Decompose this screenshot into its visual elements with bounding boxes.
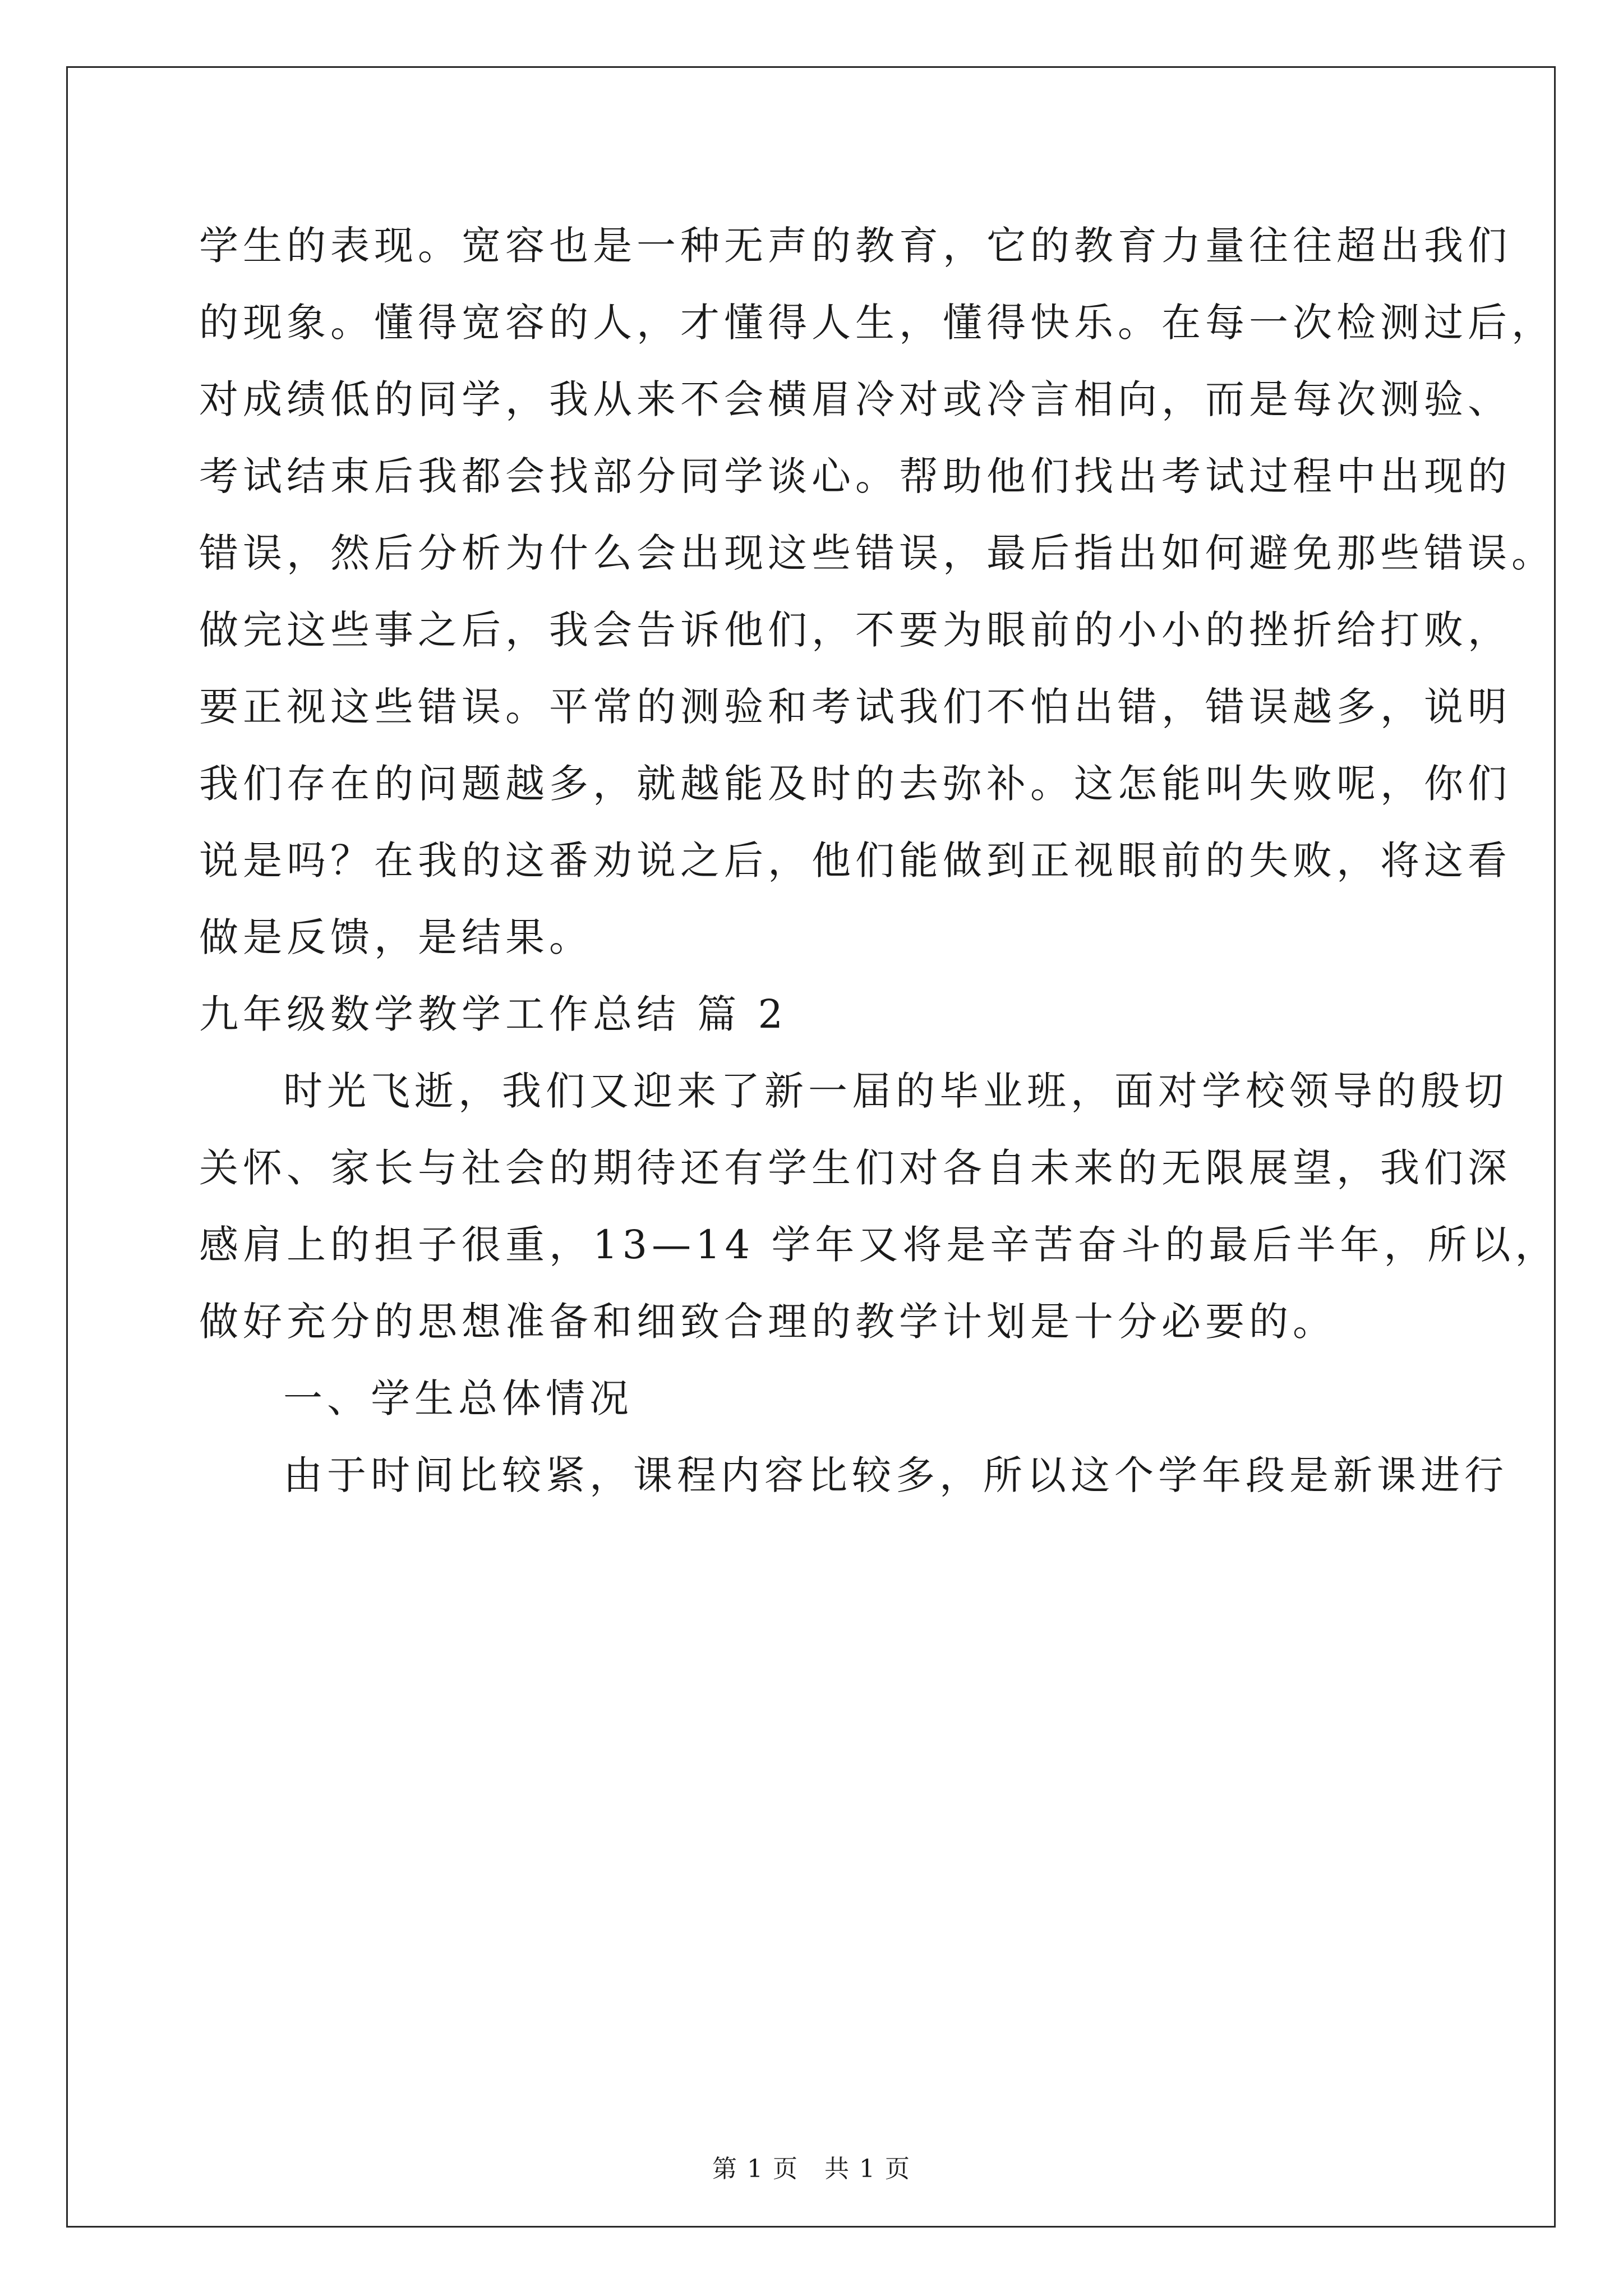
text-line: 学生的表现。宽容也是一种无声的教育，它的教育力量往往超出我们 — [199, 223, 1511, 269]
section-heading: 九年级数学教学工作总结 篇 2 — [199, 991, 788, 1037]
text-line: 做是反馈，是结果。 — [199, 914, 593, 960]
paragraph-first-line: 由于时间比较紧，课程内容比较多，所以这个学年段是新课进行 — [283, 1452, 1508, 1498]
text-line: 做好充分的思想准备和细致合理的教学计划是十分必要的。 — [199, 1299, 1336, 1345]
text-line: 错误，然后分析为什么会出现这些错误，最后指出如何避免那些错误。 — [199, 530, 1555, 576]
text-line: 关怀、家长与社会的期待还有学生们对各自未来的无限展望，我们深 — [199, 1145, 1511, 1191]
text-line: 考试结束后我都会找部分同学谈心。帮助他们找出考试过程中出现的 — [199, 453, 1511, 499]
text-line: 我们存在的问题越多，就越能及时的去弥补。这怎能叫失败呢，你们 — [199, 761, 1511, 807]
text-line: 感肩上的担子很重，13—14 学年又将是辛苦奋斗的最后半年，所以， — [199, 1222, 1559, 1268]
subsection-heading: 一、学生总体情况 — [283, 1375, 633, 1421]
text-line: 对成绩低的同学，我从来不会横眉冷对或冷言相向，而是每次测验、 — [199, 376, 1511, 422]
paragraph-first-line: 时光飞逝，我们又迎来了新一届的毕业班，面对学校领导的殷切 — [283, 1068, 1508, 1114]
text-line: 的现象。懂得宽容的人，才懂得人生，懂得快乐。在每一次检测过后， — [199, 300, 1555, 346]
text-line: 做完这些事之后，我会告诉他们，不要为眼前的小小的挫折给打败， — [199, 607, 1511, 653]
page-number-footer: 第 1 页 共 1 页 — [712, 2155, 911, 2183]
text-line: 说是吗？在我的这番劝说之后，他们能做到正视眼前的失败，将这看 — [199, 838, 1511, 884]
text-line: 要正视这些错误。平常的测验和考试我们不怕出错，错误越多，说明 — [199, 684, 1511, 730]
